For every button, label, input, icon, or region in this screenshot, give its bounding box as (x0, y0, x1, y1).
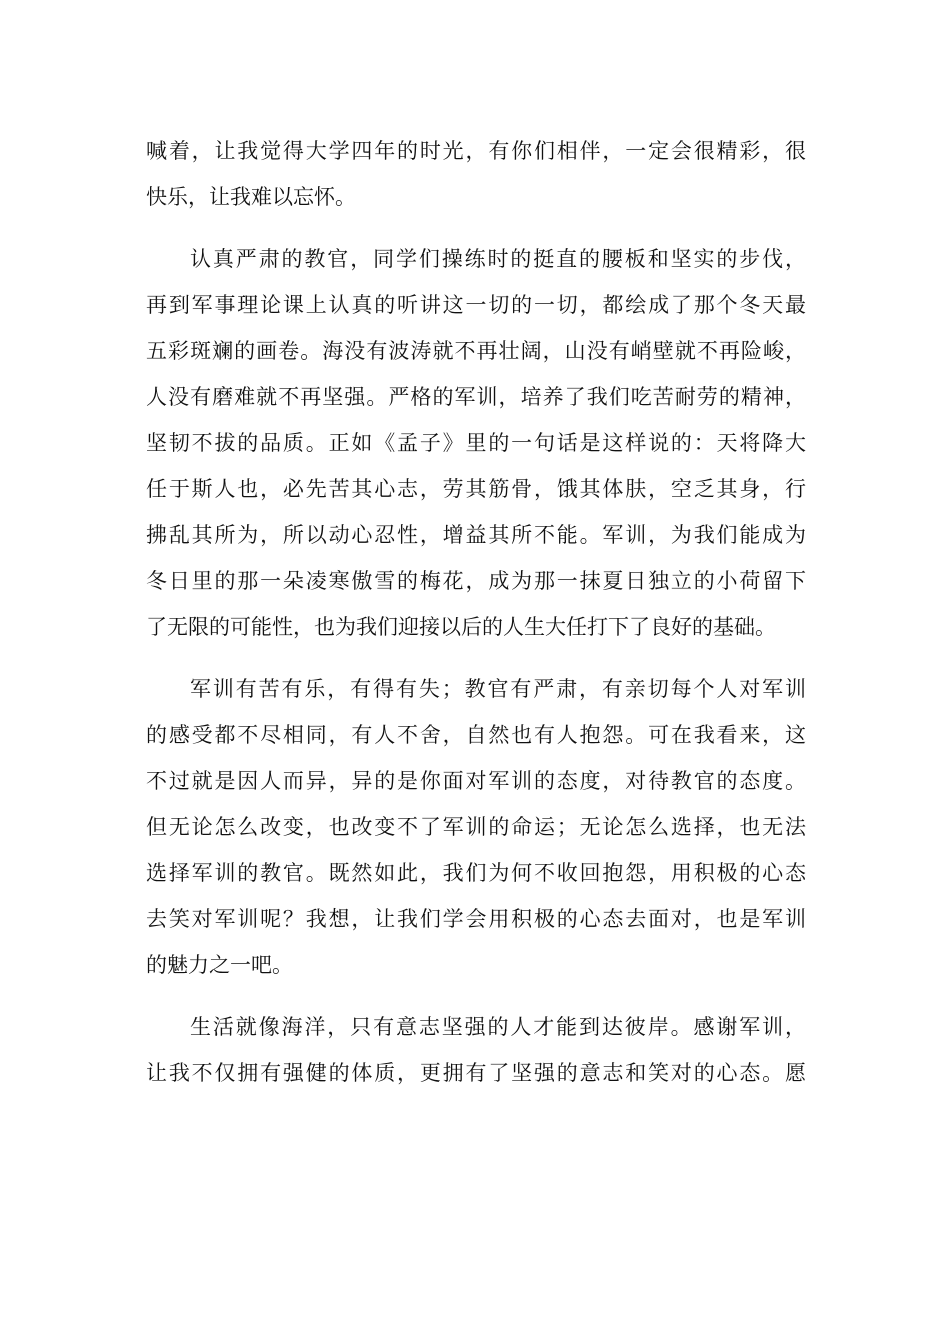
document-body (146, 128, 806, 1096)
paragraph-gap (146, 988, 806, 1004)
text-line: 让我不仅拥有强健的体质，更拥有了坚强的意志和笑对的心态。愿 (146, 1061, 806, 1085)
text-line: 坚韧不拔的品质。正如《孟子》里的一句话是这样说的：天将降大 (146, 431, 806, 455)
text-line: 生活就像海洋，只有意志坚强的人才能到达彼岸。感谢军训， (190, 1015, 806, 1039)
text-line: 五彩斑斓的画卷。海没有波涛就不再壮阔，山没有峭壁就不再险峻， (146, 339, 806, 363)
text-line: 的感受都不尽相同，有人不舍，自然也有人抱怨。可在我看来，这 (146, 723, 806, 747)
paragraph (146, 128, 806, 220)
text-line: 冬日里的那一朵凌寒傲雪的梅花，成为那一抹夏日独立的小荷留下 (146, 569, 806, 593)
text-line: 选择军训的教官。既然如此，我们为何不收回抱怨，用积极的心态 (146, 861, 806, 885)
text-line: 但无论怎么改变，也改变不了军训的命运；无论怎么选择，也无法 (146, 815, 806, 839)
text-line: 再到军事理论课上认真的听讲这一切的一切，都绘成了那个冬天最 (146, 293, 806, 317)
text-line: 任于斯人也，必先苦其心志，劳其筋骨，饿其体肤，空乏其身，行 (146, 477, 806, 501)
paragraph (146, 1004, 806, 1096)
paragraph-gap (146, 220, 806, 236)
text-line: 的魅力之一吧。 (146, 953, 293, 977)
text-line: 拂乱其所为，所以动心忍性，增益其所不能。军训，为我们能成为 (146, 523, 806, 547)
paragraph (146, 236, 806, 650)
text-line: 军训有苦有乐，有得有失；教官有严肃，有亲切每个人对军训 (190, 677, 806, 701)
text-line: 了无限的可能性，也为我们迎接以后的人生大任打下了良好的基础。 (146, 615, 776, 639)
text-line: 快乐，让我难以忘怀。 (146, 185, 356, 209)
text-line: 人没有磨难就不再坚强。严格的军训，培养了我们吃苦耐劳的精神， (146, 385, 806, 409)
paragraph-gap (146, 650, 806, 666)
text-line: 喊着，让我觉得大学四年的时光，有你们相伴，一定会很精彩，很 (146, 139, 806, 163)
text-line: 不过就是因人而异，异的是你面对军训的态度，对待教官的态度。 (146, 769, 806, 793)
text-line: 认真严肃的教官，同学们操练时的挺直的腰板和坚实的步伐， (190, 247, 806, 271)
text-line: 去笑对军训呢？我想，让我们学会用积极的心态去面对，也是军训 (146, 907, 806, 931)
paragraph (146, 666, 806, 988)
